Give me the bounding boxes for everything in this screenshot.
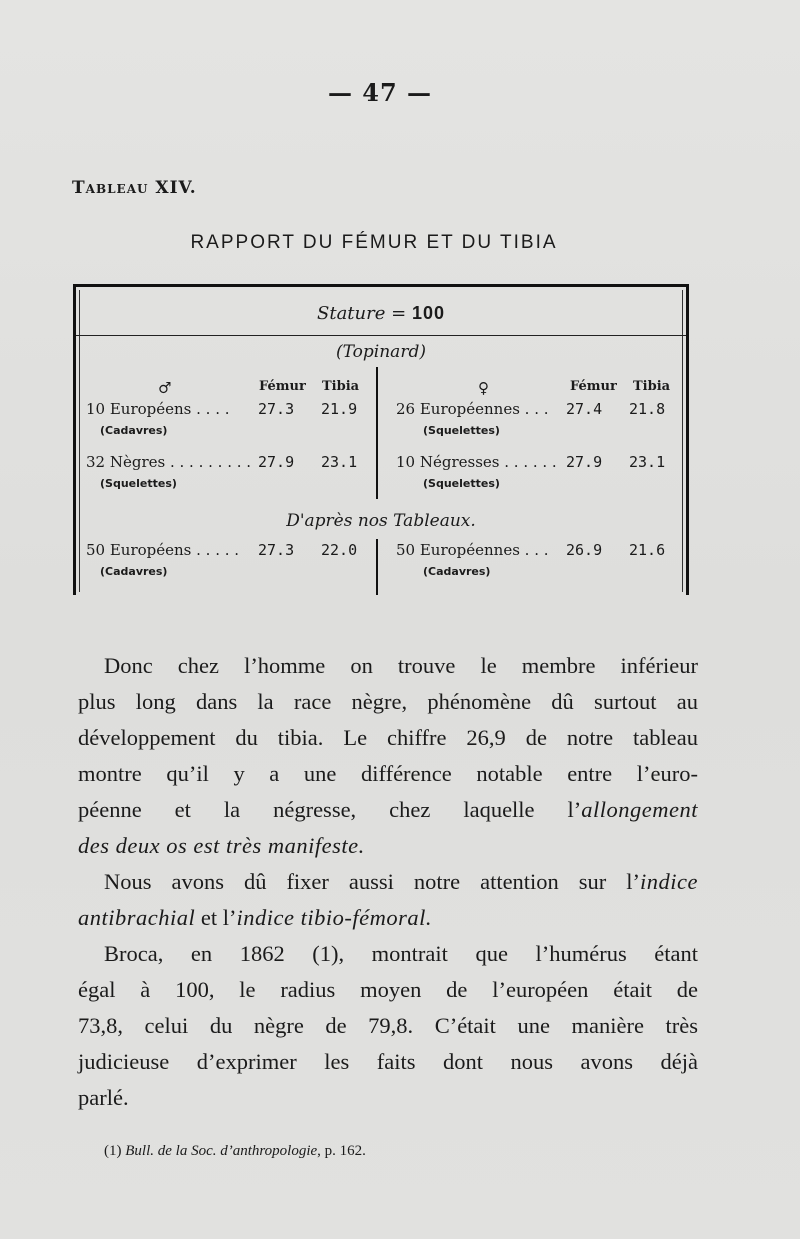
row1-left-sub: (Cadavres) bbox=[100, 424, 168, 437]
row3-right-name: 50 Européennes . . . bbox=[396, 541, 549, 559]
row3-right-femur: 26.9 bbox=[566, 541, 603, 559]
p1-line-2: plus long dans la race nègre, phénomène dû surtout au bbox=[78, 689, 698, 714]
paragraph-3 bbox=[78, 936, 698, 1116]
p1-line-1: Donc chez l’homme on trouve le membre inférieur bbox=[104, 653, 698, 678]
p2-line-1 bbox=[78, 864, 698, 900]
p3-line-4: judicieuse d’exprimer les faits dont nous avons déjà bbox=[78, 1049, 698, 1074]
row3-right-tibia: 21.6 bbox=[629, 541, 666, 559]
page-number: — 47 — bbox=[327, 78, 433, 107]
row1-right-name: 26 Européennes . . . bbox=[396, 400, 549, 418]
row2-right-name: 10 Négresses . . . . . . bbox=[396, 453, 557, 471]
p1-line-4: montre qu’il y a une différence notable entre l’euro- bbox=[78, 761, 698, 786]
p1-line-6 bbox=[78, 828, 698, 864]
p1-line-5-text: péenne et la négresse, chez laquelle l’ bbox=[78, 797, 582, 822]
p3-line-5: parlé. bbox=[78, 1085, 129, 1110]
right-femur-header: Fémur bbox=[570, 379, 617, 394]
left-femur-header: Fémur bbox=[259, 379, 306, 394]
paragraph-2 bbox=[78, 864, 698, 936]
row1-right-femur: 27.4 bbox=[566, 400, 603, 418]
stature-heading bbox=[76, 303, 686, 324]
row3-left-name: 50 Européens . . . . . bbox=[86, 541, 240, 559]
footnote-marker: (1) bbox=[104, 1143, 122, 1159]
row1-left-femur: 27.3 bbox=[258, 400, 295, 418]
row2-left-tibia: 23.1 bbox=[321, 453, 358, 471]
p1-line-6-italic: des deux os est très manifeste. bbox=[78, 833, 365, 858]
p2-line-2 bbox=[78, 900, 698, 936]
table-label bbox=[72, 178, 197, 198]
table-label-text: Tableau XIV. bbox=[72, 178, 197, 198]
p1-line-5-italic: allongement bbox=[581, 797, 698, 822]
right-tibia-header: Tibia bbox=[633, 379, 671, 394]
footnote bbox=[104, 1143, 366, 1160]
p2-line-2-italic-b: indice tibio-fémoral. bbox=[236, 905, 432, 930]
row2-left-femur: 27.9 bbox=[258, 453, 295, 471]
body-text bbox=[78, 648, 698, 1116]
column-divider-bottom bbox=[376, 539, 378, 595]
p2-line-2-italic-a: antibrachial bbox=[78, 905, 196, 930]
row2-right-sub: (Squelettes) bbox=[423, 477, 500, 490]
column-divider-top bbox=[376, 367, 378, 499]
p2-line-1-italic: indice bbox=[640, 869, 698, 894]
paragraph-1 bbox=[78, 648, 698, 864]
row2-left-sub: (Squelettes) bbox=[100, 477, 177, 490]
row1-right-tibia: 21.8 bbox=[629, 400, 666, 418]
row2-right-tibia: 23.1 bbox=[629, 453, 666, 471]
source-own-tables: D'après nos Tableaux. bbox=[286, 511, 476, 531]
table-rule bbox=[76, 335, 686, 336]
row3-left-tibia: 22.0 bbox=[321, 541, 358, 559]
p1-line-3: développement du tibia. Le chiffre 26,9 de notre tableau bbox=[78, 725, 698, 750]
row1-left-tibia: 21.9 bbox=[321, 400, 358, 418]
p2-line-2-text: et l’ bbox=[195, 905, 237, 930]
p3-line-2: égal à 100, le radius moyen de l’européen était de bbox=[78, 977, 698, 1002]
row3-left-sub: (Cadavres) bbox=[100, 565, 168, 578]
p3-line-3: 73,8, celui du nègre de 79,8. C’était une manière très bbox=[78, 1013, 698, 1038]
row1-right-sub: (Squelettes) bbox=[423, 424, 500, 437]
p2-line-1-text: Nous avons dû fixer aussi notre attention sur l’ bbox=[104, 869, 641, 894]
stature-value: 100 bbox=[411, 303, 445, 323]
stature-equals: = bbox=[391, 303, 407, 324]
source-topinard: (Topinard) bbox=[336, 342, 426, 362]
row2-right-femur: 27.9 bbox=[566, 453, 603, 471]
row3-left-femur: 27.3 bbox=[258, 541, 295, 559]
row2-left-name: 32 Nègres . . . . . . . . . bbox=[86, 453, 252, 471]
row1-left-name: 10 Européens . . . . bbox=[86, 400, 230, 418]
footnote-source: Bull. de la Soc. d’anthropologie bbox=[125, 1143, 318, 1159]
footnote-page: , p. 162. bbox=[317, 1143, 366, 1159]
data-table bbox=[73, 284, 689, 595]
row3-right-sub: (Cadavres) bbox=[423, 565, 491, 578]
left-tibia-header: Tibia bbox=[322, 379, 360, 394]
p1-line-5 bbox=[78, 792, 698, 828]
female-symbol: ♀ bbox=[478, 379, 489, 397]
table-title: RAPPORT DU FÉMUR ET DU TIBIA bbox=[190, 232, 558, 253]
p3-line-1: Broca, en 1862 (1), montrait que l’humérus étant bbox=[104, 941, 698, 966]
stature-label: Stature bbox=[317, 303, 386, 324]
male-symbol: ♂ bbox=[158, 379, 172, 397]
